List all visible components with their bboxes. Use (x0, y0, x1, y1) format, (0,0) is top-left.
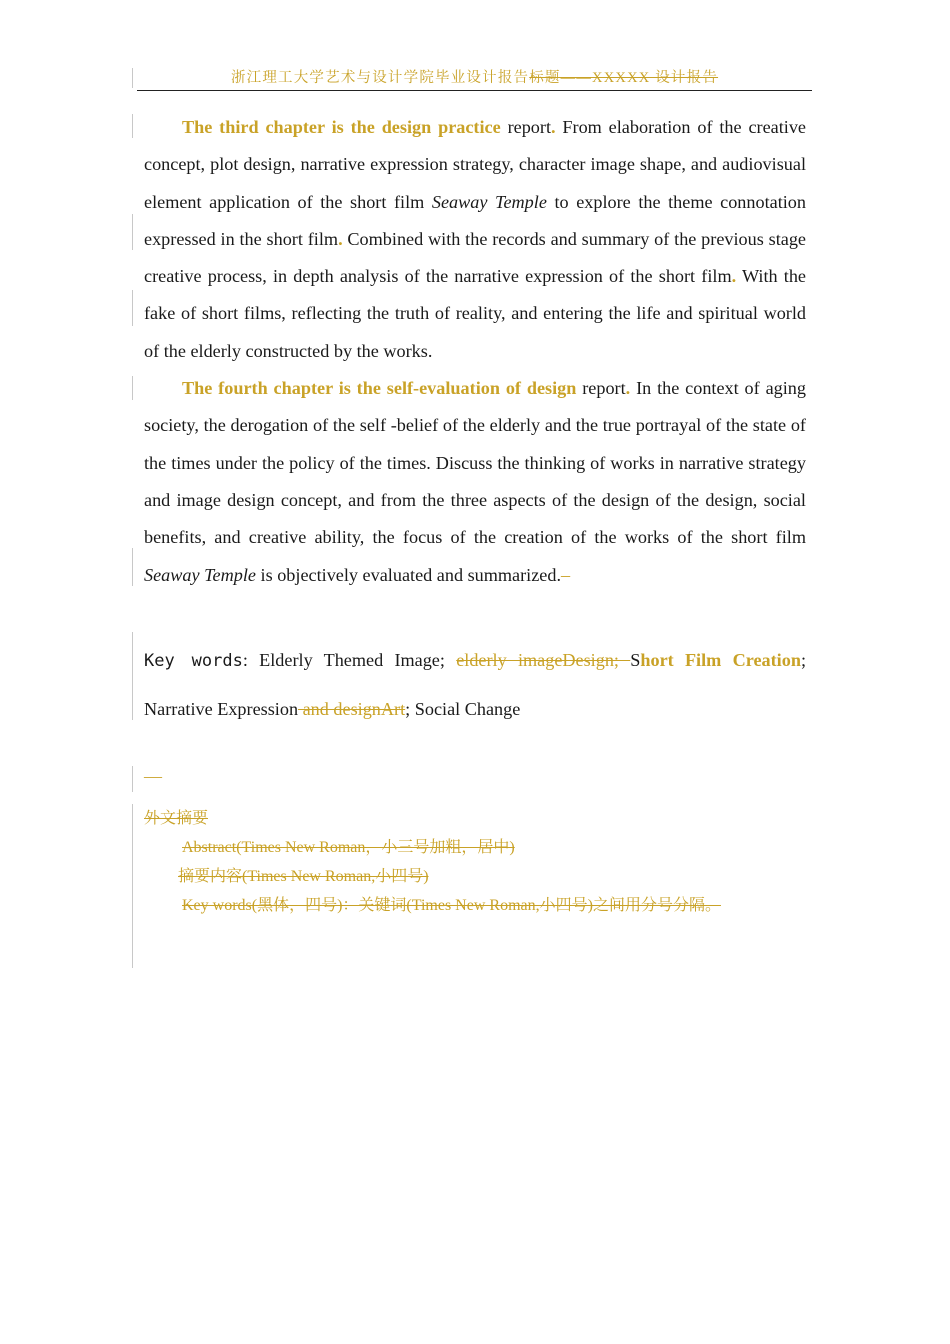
paragraph-chapter-four (144, 370, 806, 594)
deleted-note-content: 摘要内容(Times New Roman,小四号) (178, 868, 429, 885)
keyword-separator: ; (800, 650, 806, 670)
keyword: ; Social Change (405, 699, 521, 719)
keywords-line (144, 636, 806, 733)
deleted-text: elderly imageDesign; (456, 650, 631, 670)
text-segment: to explore the theme connotation expressed in the short film (144, 191, 806, 249)
deleted-text: and designArt (298, 699, 406, 719)
text-segment: Combined with the records and summary of the previous stage creative process, in depth analysis of the narrative expression of the short film (144, 228, 807, 287)
header-struck-text: 标题——XXXXX 设计报告 (529, 70, 719, 86)
chapter-four-lead: The fourth chapter is the self-evaluation of design (182, 378, 577, 399)
keyword-initial: S (630, 650, 641, 670)
revision-mark: – (561, 564, 571, 585)
keywords-colon: : (242, 650, 260, 670)
keyword-inserted: hort Film Creation (640, 650, 801, 670)
revision-dot: . (338, 228, 343, 249)
text-segment: From elaboration of the creative concept, plot design, narrative expression strategy, character image shape, and audiovisual element application of the short film (144, 117, 806, 212)
header-title: 浙江理工大学艺术与设计学院毕业设计报告 (230, 70, 530, 86)
revision-dot: . (731, 266, 737, 287)
change-bar (132, 376, 133, 400)
change-bar (132, 290, 133, 326)
inserted-dash: — (144, 766, 162, 786)
abstract-body (144, 109, 806, 594)
text-segment: is objectively evaluated and summarized. (255, 564, 562, 585)
change-bar (132, 632, 133, 720)
text-segment: In the context of aging society, the derogation of the self -belief of the elderly and the true portrayal of the state of the times under the policy of the times. Discuss the thinking of works in narrative strategy and image design concept, and from the three aspects of the design of the design, social benefits, and creative ability, the focus of the creation of the works of the short film (144, 378, 806, 548)
change-bar (132, 114, 133, 138)
keyword: Narrative Expression (144, 699, 299, 719)
change-bar (132, 548, 133, 586)
change-bar (132, 68, 133, 88)
revision-dot: . (551, 117, 556, 137)
keyword: Elderly Themed Image; (259, 650, 457, 670)
deleted-note-keywords: Key words(黑体，四号)：关键词(Times New Roman,小四号)之间用分号分隔。 (182, 897, 721, 914)
paragraph-chapter-three (144, 109, 806, 370)
film-title: Seaway Temple (144, 564, 256, 585)
change-bar (132, 766, 133, 792)
page-header (137, 66, 812, 91)
keywords-label: Key words (144, 651, 243, 671)
text-segment: With the fake of short films, reflecting the truth of reality, and entering the life and spiritual world of the elderly constructed by the works. (144, 266, 806, 361)
film-title: Seaway Temple (431, 191, 547, 212)
change-bar (132, 214, 133, 250)
chapter-three-lead: The third chapter is the design practice (182, 117, 501, 137)
change-bar (132, 804, 133, 968)
report-word: report (500, 117, 551, 137)
deleted-note-abstract: Abstract(Times New Roman，小三号加粗，居中) (182, 839, 515, 856)
report-word: report (576, 378, 626, 399)
deleted-note-heading: 外文摘要 (144, 810, 209, 827)
revision-dot: . (625, 378, 631, 399)
